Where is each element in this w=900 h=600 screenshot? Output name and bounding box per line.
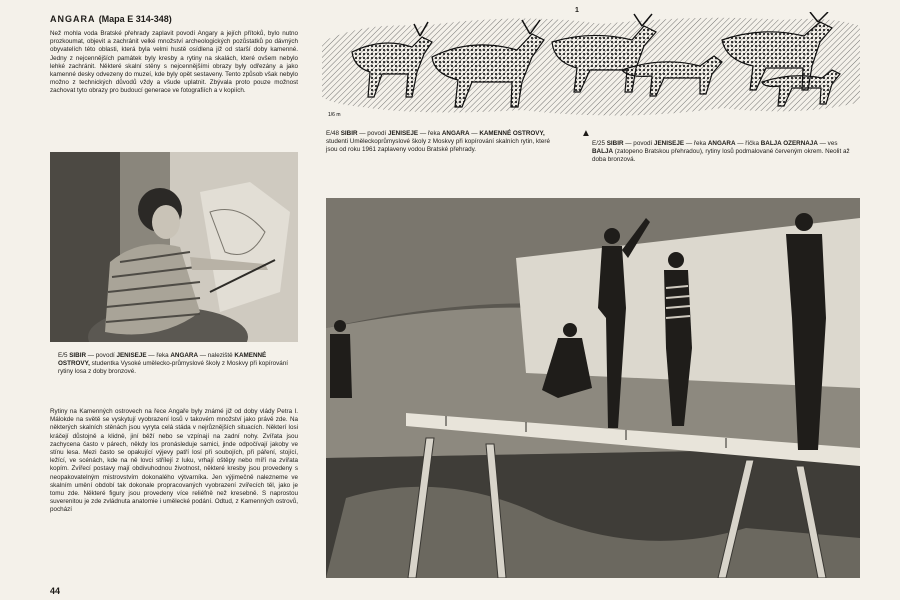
caption-sep: — bbox=[469, 130, 480, 137]
caption-sep: — povodí bbox=[623, 140, 654, 147]
caption-e25 bbox=[592, 140, 860, 165]
caption-region: SIBIR bbox=[69, 352, 86, 359]
caption-code: E/48 bbox=[326, 130, 339, 137]
caption-site: KAMENNÉ OSTROVY, bbox=[479, 130, 545, 137]
heading-map-ref: (Mapa E 314-348) bbox=[98, 14, 172, 24]
page-heading bbox=[50, 14, 172, 24]
caption-e5 bbox=[58, 352, 294, 377]
photo-student-copying-image bbox=[50, 152, 298, 342]
figure-number: 1 bbox=[575, 7, 579, 14]
caption-basin: JENISEJE bbox=[116, 352, 147, 359]
caption-sep: — řeka bbox=[418, 130, 442, 137]
caption-stream: BALJA OZERNAJA bbox=[760, 140, 818, 147]
caption-sep: — řeka bbox=[146, 352, 171, 359]
caption-sep: — povodí bbox=[86, 352, 117, 359]
caption-region: SIBIR bbox=[340, 130, 358, 137]
caption-region: SIBIR bbox=[606, 140, 624, 147]
caption-river: ANGARA bbox=[170, 352, 198, 359]
caption-basin: JENISEJE bbox=[653, 140, 685, 147]
caption-description: studentka Vysoké umělecko-průmyslové školy z Moskvy při kopírování rytiny losa z doby bronzové. bbox=[58, 360, 289, 376]
scale-mark: 1/6 m bbox=[328, 112, 341, 118]
caption-description: (zatopeno Bratskou přehradou), rytiny losů podmalované červeným okrem. Neolit až doba bronzová. bbox=[592, 148, 850, 164]
caption-river: ANGARA bbox=[707, 140, 736, 147]
caption-site: KAMENNÉ OSTROVY, bbox=[58, 352, 267, 368]
caption-sep: — říčka bbox=[735, 140, 761, 147]
caption-code: E/25 bbox=[592, 140, 605, 147]
caption-river: ANGARA bbox=[441, 130, 470, 137]
page-number: 44 bbox=[50, 586, 61, 596]
caption-description: studenti Uměleckoprůmyslové školy z Moskvy při kopírování skalních rytin, které jsou od roku 1961 zaplaveny vodou Bratské přehrady. bbox=[326, 138, 550, 154]
body-paragraph: Rytiny na Kamenných ostrovech na řece Angaře byly známé již od doby vlády Petra I. Málokde na světě se vyskytují vyobrazení losů v takovém množství jako právě zde. Na některých skalních stěnách jsou vyryta celá stáda v nejrůznějších situacích. Některí losi kráčejí důstojně a klidně, jiní běží nebo se vzpínají na zadní nohy. Zvířata jsou zachycena často v párech, někdy los pronásleduje samici, jinde odpočívají jakoby ve stínu lesa. Mezi často se opakující výjevy patří losí při soubojích, při páření, stojící, ležící, ve scénách, kde na ně lovci střílejí z luku, vrhají oštěpy nebo míří na zvířata kopím. Zvířecí postavy mají obdivuhodnou životnost, některé kresby jsou provedeny s neopakovatelným mistrovstvím dokonalého výtvarníka. Jen výjimečně nalezneme ve skalním umění období tak dokonale propracovaných vyobrazení zvířecích těl, jako je tomu zde. Některé figury jsou provedeny více reliéfně než kresebně. S naprostou suverenitou je zde zvládnuta anatomie i umělecké podání. Odtud, z Kamenných ostrovů, pochází bbox=[50, 408, 298, 514]
caption-sep: — ves bbox=[817, 140, 838, 147]
heading-title: ANGARA bbox=[50, 14, 96, 24]
photo-student-copying bbox=[50, 152, 298, 342]
caption-basin: JENISEJE bbox=[387, 130, 419, 137]
intro-paragraph: Než mohla voda Bratské přehrady zaplavit povodí Angary a jejích přítoků, bylo nutno prozkoumat, objevit a zachránit velké množství archeologických pozůstatků po dávných obyvatelích této oblasti, která byla velmi hustě osídlena již od starší doby kamenné. Jedny z nejcennějších památek byly kresby a rytiny na skalách, které ovšem nebylo lehké zachránit. Některé skalní stěny s nejcennějšími obrazy byly odřezány a jako kamenné desky odvezeny do muzeí, kde byly opět sestaveny. Tento způsob však nebylo možno z technických důvodů vždy a všude uplatnit. Zbývala proto pouze možnost zachovat tyto obrazy pro budoucí generace ve fotografiích a v kopiích. bbox=[50, 30, 298, 95]
rock-art-illustration bbox=[322, 12, 860, 122]
photo-students-scaffolding bbox=[326, 198, 860, 578]
caption-village: BALJA bbox=[592, 148, 613, 156]
caption-code: E/5 bbox=[58, 352, 68, 359]
photo-students-scaffolding-image bbox=[326, 198, 860, 578]
caption-e48 bbox=[326, 130, 556, 155]
rock-art-drawing bbox=[322, 12, 860, 122]
triangle-marker-icon: ▲ bbox=[581, 128, 591, 139]
caption-sep: — povodí bbox=[357, 130, 388, 137]
caption-sep: — naleziště bbox=[198, 352, 235, 359]
caption-sep: — řeka bbox=[684, 140, 708, 147]
